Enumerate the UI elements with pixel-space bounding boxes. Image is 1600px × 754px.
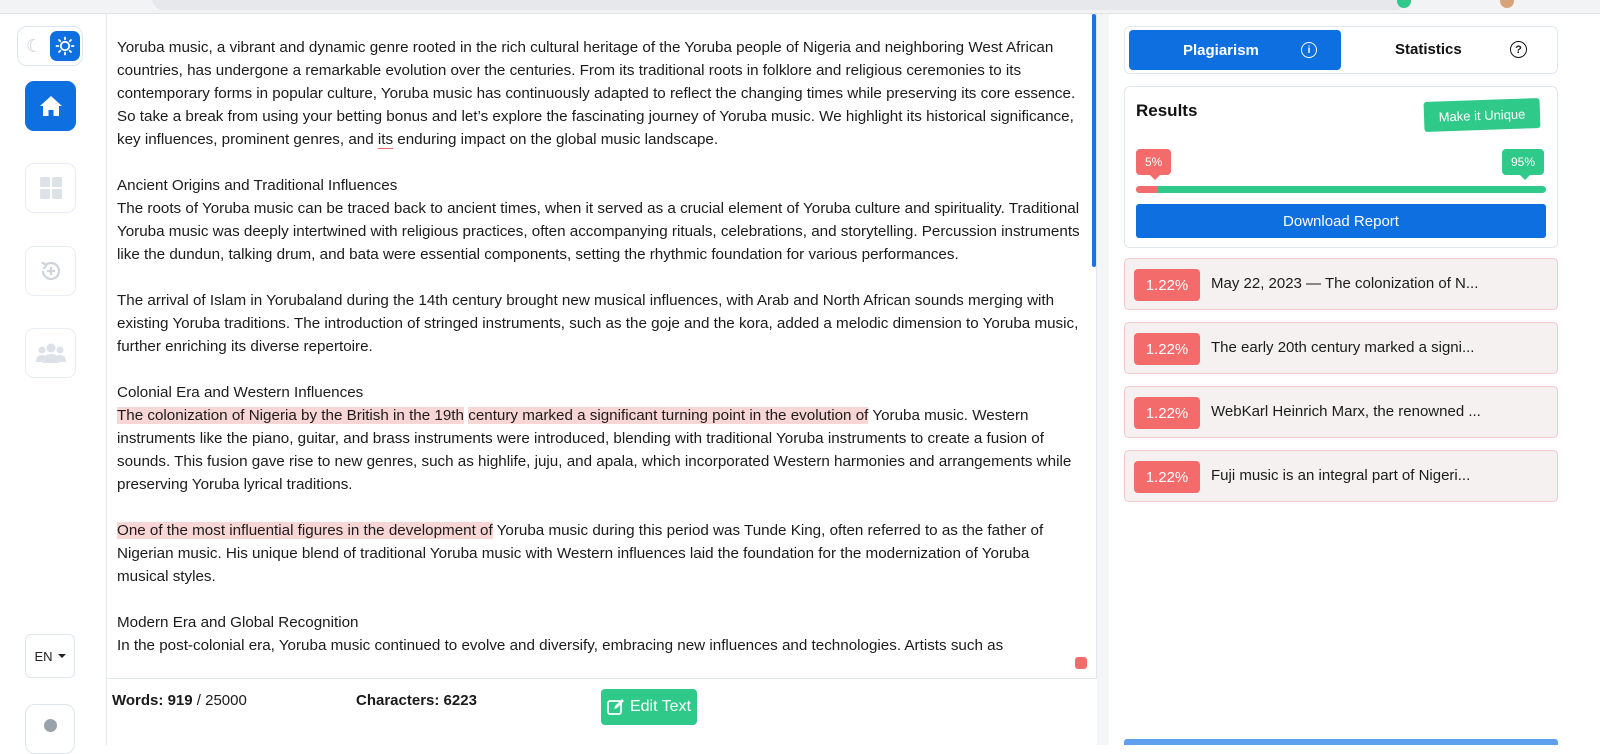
paragraph-text: Yoruba music, a vibrant and dynamic genre rooted in the rich cultural heritage of the Yoruba people of Nigeria and neighboring West African countries, has undergone a remarkable evolution over the centuries. From its traditional roots in folklore and religious ceremonies to its contemporary forms in popular culture, Yoruba music has continuously adapted to reflect the changing times while preserving its core essence. So take a break from using your betting bonus and let’s explore the fascinating journey of Yoruba music. We highlight its historical significance, key influences, prominent genres, and [117,39,1076,148]
character-count-value: 6223 [443,692,477,709]
match-marker-icon[interactable] [1075,657,1087,669]
editor-footer [107,678,1097,745]
spelling-underline[interactable]: its [377,131,394,148]
info-icon[interactable]: i [1301,42,1317,58]
plagiarism-highlight[interactable]: The colonization of Nigeria by the British in the 19th [117,407,464,424]
word-count [112,692,247,709]
word-count-value: 919 [167,692,193,709]
match-item[interactable] [1124,450,1558,502]
word-count-label: Words: [112,692,164,709]
match-percent-badge: 1.22% [1134,397,1200,429]
theme-toggle[interactable] [17,26,83,66]
match-percent-badge: 1.22% [1134,269,1200,301]
paragraph-ancient [117,174,1082,266]
plagiarism-progress-fill [1136,186,1157,193]
sidebar-item-history[interactable] [25,246,76,296]
grid-icon [40,177,62,199]
paragraph-tunde-king [117,519,1082,588]
edit-icon [607,698,625,716]
edit-text-button[interactable] [601,689,697,725]
profile-avatar-icon[interactable] [1500,0,1514,8]
browser-toolbar [0,0,1600,14]
unique-percent-badge: 95% [1502,149,1544,175]
tab-plagiarism-label: Plagiarism [1183,41,1259,59]
match-source-text: The early 20th century marked a signi... [1211,339,1475,356]
panel-divider [1097,14,1109,745]
help-icon[interactable]: ? [1510,41,1527,58]
make-unique-button[interactable]: Make it Unique [1424,98,1541,132]
match-percent-badge: 1.22% [1134,461,1200,493]
language-select[interactable] [25,634,75,678]
plagiarism-highlight[interactable]: One of the most influential figures in the development of [117,522,493,539]
results-title: Results [1136,101,1198,120]
results-card [1124,86,1558,248]
plagiarism-percent-badge: 5% [1136,149,1171,175]
match-percent-badge: 1.22% [1134,333,1200,365]
user-avatar-button[interactable] [25,704,75,754]
section-heading: Modern Era and Global Recognition [117,614,359,631]
sun-icon[interactable] [50,31,80,61]
section-heading: Colonial Era and Western Influences [117,384,364,401]
paragraph-text: Yoruba music. Western instruments like the piano, guitar, and brass instruments were introduced, blending with traditional Yoruba instruments to create a fusion of sounds. This fusion gave rise to new genres, such as highlife, juju, and apala, which incorporated Western harmonies and arrangements while preserving Yoruba lyrical traditions. [117,407,1072,493]
home-icon [39,95,63,117]
editor-content[interactable] [117,36,1082,678]
sidebar-item-dashboard[interactable] [25,163,76,213]
match-item[interactable] [1124,258,1558,310]
download-report-button[interactable]: Download Report [1136,204,1546,238]
extension-icon[interactable] [1397,0,1411,8]
paragraph-colonial [117,381,1082,496]
results-panel [1109,14,1600,745]
paragraph-text: Yoruba music during this period was Tunde King, often referred to as the father of Nigerian music. His unique blend of traditional Yoruba music with Western influences laid the foundation for the modernization of Yoruba musical styles. [117,522,1044,585]
editor-scrollbar[interactable] [1092,14,1096,267]
sidebar-item-team[interactable] [25,328,76,378]
address-bar[interactable] [152,0,1407,10]
word-limit: / 25000 [192,692,247,709]
paragraph-islam: The arrival of Islam in Yorubaland during the 14th century brought new musical influences, with Arab and North African sounds merging with existing Yoruba traditions. The introduction of stringed instruments, such as the goje and the kora, added a melodic dimension to Yoruba music, further enriching its diverse repertoire. [117,292,1079,355]
moon-icon[interactable]: ☾ [26,36,43,56]
paragraph-modern [117,611,1082,657]
text-editor[interactable] [107,14,1097,678]
paragraph-text: In the post-colonial era, Yoruba music continued to evolve and diversify, embracing new influences and technologies. Artists such as [117,637,1004,654]
left-sidebar [0,14,107,745]
users-icon [36,342,66,364]
match-source-text: May 22, 2023 — The colonization of N... [1211,275,1479,292]
section-heading: Ancient Origins and Traditional Influences [117,177,398,194]
plagiarism-progress-bar [1136,186,1546,193]
match-item[interactable] [1124,386,1558,438]
panel-bottom-bar [1124,739,1558,745]
paragraph-text: The roots of Yoruba music can be traced back to ancient times, when it served as a crucial element of Yoruba culture and spirituality. Traditional Yoruba music was deeply intertwined with religious practices, often accompanying rituals, celebrations, and storytelling. Percussion instruments like the dundun, talking drum, and bata were essential components, setting the rhythmic foundation for various performances. [117,200,1080,263]
match-item[interactable] [1124,322,1558,374]
language-label: EN [34,648,53,664]
panel-tabs [1124,26,1558,74]
caret-down-icon [58,654,66,658]
match-source-text: Fuji music is an integral part of Nigeri... [1211,467,1471,484]
paragraph-intro [117,36,1082,151]
character-count-label: Characters: [356,692,440,709]
tab-statistics[interactable]: Statistics [1395,41,1462,58]
match-source-text: WebKarl Heinrich Marx, the renowned ... [1211,403,1481,420]
history-icon [38,258,64,284]
tab-plagiarism[interactable] [1129,30,1341,70]
plagiarism-highlight[interactable]: century marked a significant turning point in the evolution of [468,407,869,424]
paragraph-text: enduring impact on the global music landscape. [393,131,719,148]
edit-text-label: Edit Text [629,698,692,715]
user-icon [44,719,57,732]
sidebar-item-home[interactable] [25,81,76,131]
character-count [356,692,477,709]
